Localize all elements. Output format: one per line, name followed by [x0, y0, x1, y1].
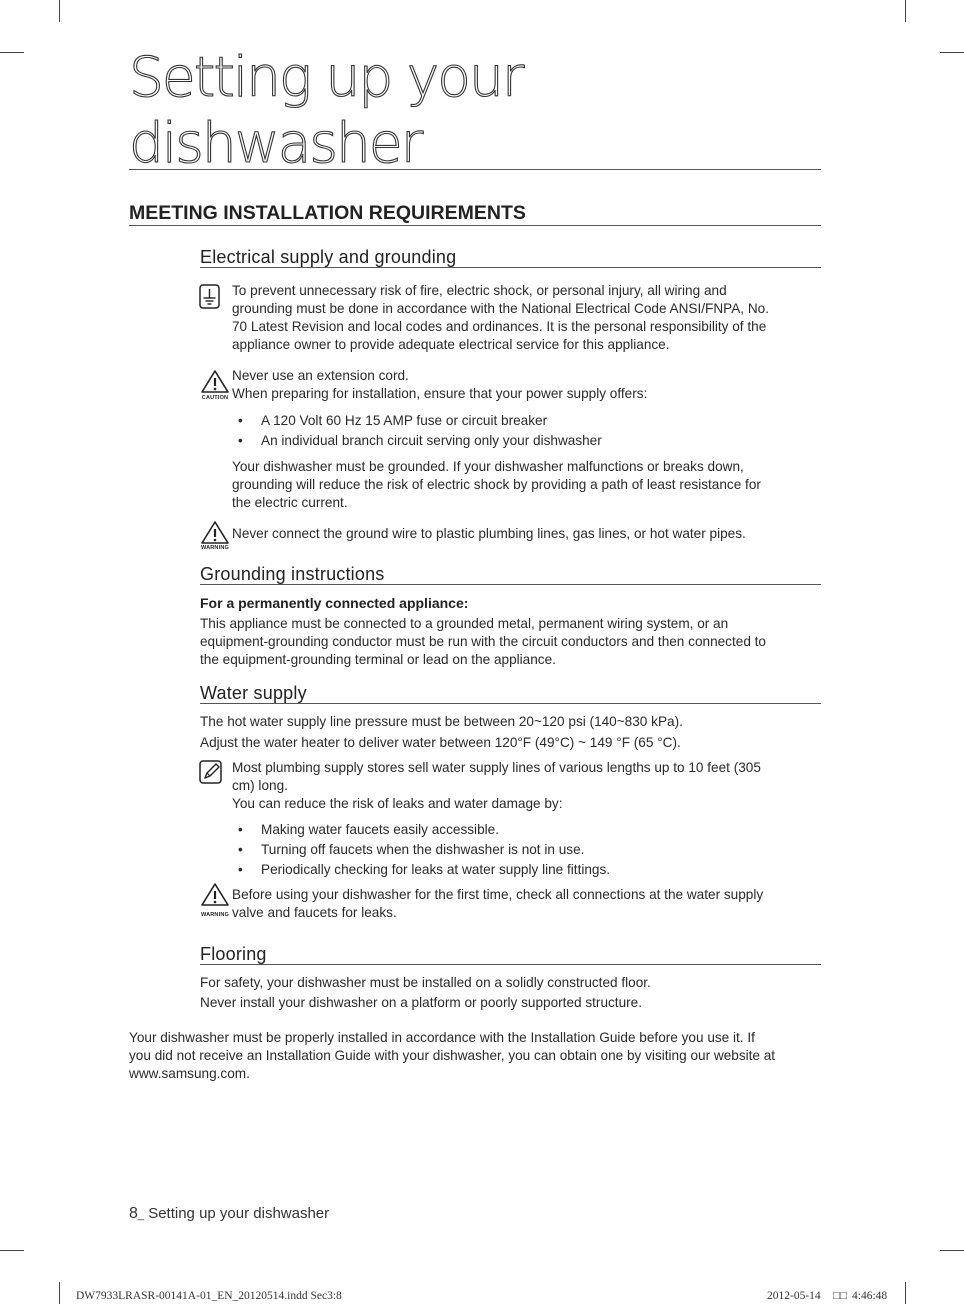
- crop-mark: [0, 52, 24, 53]
- electrical-note-line: To prevent unnecessary risk of fire, electric shock, or personal injury, all wiring and: [232, 283, 727, 298]
- crop-mark: [59, 0, 60, 22]
- flooring-line: For safety, your dishwasher must be installed on a solidly constructed floor.: [200, 975, 651, 990]
- water-warning-line: valve and faucets for leaks.: [232, 905, 397, 920]
- crop-mark: [940, 52, 964, 53]
- slug-garbled: □□: [833, 1290, 847, 1302]
- section-heading: MEETING INSTALLATION REQUIREMENTS: [129, 202, 821, 226]
- caution-label: CAUTION: [201, 395, 229, 401]
- footer-title: Setting up your dishwasher: [148, 1205, 330, 1222]
- water-note-line: cm) long.: [232, 778, 288, 793]
- slug-date: 2012-05-14: [767, 1290, 821, 1302]
- page-title: [129, 45, 821, 175]
- list-item-text: An individual branch circuit serving only your dishwasher: [261, 433, 602, 448]
- list-item-text: A 120 Volt 60 Hz 15 AMP fuse or circuit breaker: [261, 413, 548, 428]
- closing-line: you did not receive an Installation Guide with your dishwasher, you can obtain one by visiting our website at: [129, 1048, 776, 1063]
- slug-file: DW7933LRASR-00141A-01_EN_20120514.indd Sec3:8: [76, 1290, 342, 1302]
- grounded-line: the electric current.: [232, 495, 348, 510]
- water-line: Adjust the water heater to deliver water between 120°F (49°C) ~ 149 °F (65 °C).: [200, 735, 681, 750]
- crop-mark: [905, 0, 906, 22]
- water-warning-line: Before using your dishwasher for the first time, check all connections at the water supply: [232, 887, 764, 902]
- crop-mark: [0, 1250, 24, 1251]
- caution-icon: [201, 370, 229, 394]
- grounding-line: This appliance must be connected to a grounded metal, permanent wiring system, or an: [200, 616, 729, 631]
- water-heading: Water supply: [200, 683, 821, 704]
- flooring-line: Never install your dishwasher on a platform or poorly supported structure.: [200, 995, 643, 1010]
- list-item-text: Periodically checking for leaks at water supply line fittings.: [261, 862, 611, 877]
- crop-mark: [905, 1282, 906, 1304]
- page-footer: [129, 1205, 329, 1224]
- warning-icon: [201, 521, 229, 545]
- grounded-line: grounding will reduce the risk of electric shock by providing a path of least resistance for: [232, 477, 761, 492]
- grounding-line: the equipment-grounding terminal or lead on the appliance.: [200, 652, 556, 667]
- list-item-text: Turning off faucets when the dishwasher is not in use.: [261, 842, 585, 857]
- water-line: The hot water supply line pressure must be between 20~120 psi (140~830 kPa).: [200, 714, 683, 729]
- caution-line: Never use an extension cord.: [232, 368, 409, 383]
- crop-mark: [940, 1250, 964, 1251]
- grounding-subheading: For a permanently connected appliance:: [200, 595, 469, 611]
- grounding-line: equipment-grounding conductor must be run with the circuit conductors and then connected to: [200, 634, 766, 649]
- note-icon: [199, 284, 227, 310]
- grounded-line: Your dishwasher must be grounded. If your dishwasher malfunctions or breaks down,: [232, 459, 744, 474]
- warning-text: Never connect the ground wire to plastic plumbing lines, gas lines, or hot water pipes.: [232, 526, 746, 541]
- crop-mark: [59, 1282, 60, 1304]
- flooring-heading: Flooring: [200, 944, 821, 965]
- water-note-line: You can reduce the risk of leaks and water damage by:: [232, 796, 563, 811]
- pencil-note-icon: [199, 760, 227, 786]
- water-note-line: Most plumbing supply stores sell water supply lines of various lengths up to 10 feet (305: [232, 760, 761, 775]
- warning-label: WARNING: [201, 545, 229, 551]
- electrical-note-line: 70 Latest Revision and local codes and ordinances. It is the personal responsibility of the: [232, 319, 767, 334]
- grounding-heading: Grounding instructions: [200, 564, 821, 585]
- list-item-text: Making water faucets easily accessible.: [261, 822, 499, 837]
- closing-line: www.samsung.com.: [129, 1066, 250, 1081]
- footer-separator: _: [137, 1209, 145, 1221]
- page-number: 8: [129, 1205, 138, 1222]
- electrical-note-line: appliance owner to provide adequate electrical service for this appliance.: [232, 337, 670, 352]
- electrical-heading: Electrical supply and grounding: [200, 247, 821, 268]
- caution-line: When preparing for installation, ensure that your power supply offers:: [232, 386, 648, 401]
- warning-label: WARNING: [201, 912, 229, 918]
- page-title-text: Setting up your dishwasher: [129, 45, 523, 175]
- warning-icon: [201, 883, 229, 907]
- slug-time: 4:46:48: [852, 1290, 888, 1302]
- closing-line: Your dishwasher must be properly installed in accordance with the Installation Guide before you use it. If: [129, 1030, 755, 1045]
- electrical-note-line: grounding must be done in accordance with the National Electrical Code ANSI/FNPA, No.: [232, 301, 769, 316]
